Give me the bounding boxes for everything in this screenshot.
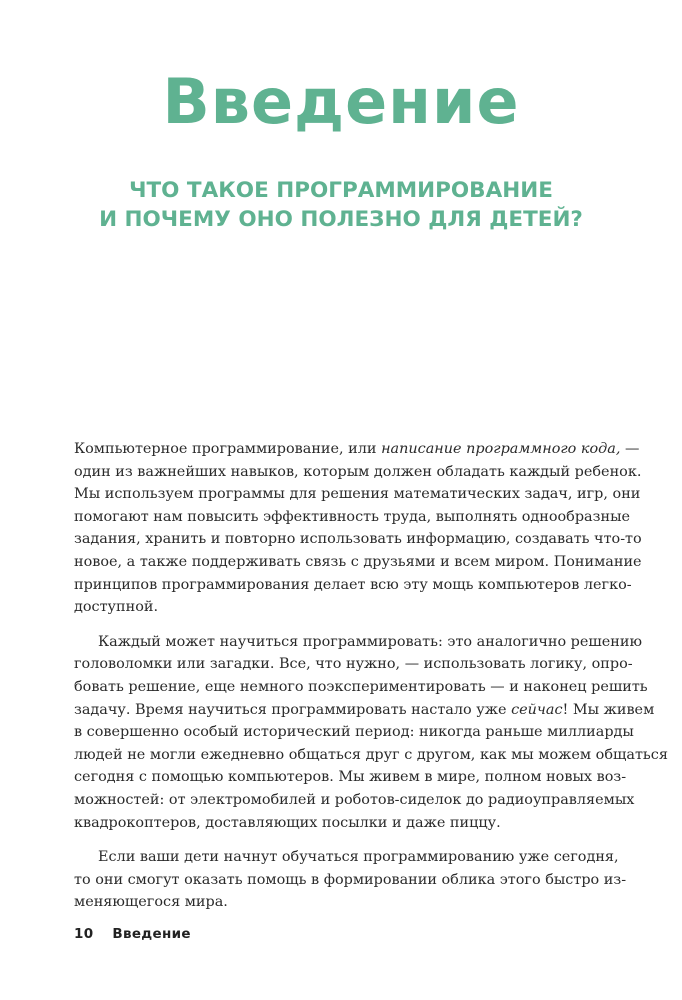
text-run: —	[620, 441, 640, 457]
italic-text-run: написание программного кода,	[381, 441, 621, 457]
text-line: квадрокоптеров, доставляющих посылки и даже пиццу.	[74, 814, 501, 831]
text-line: помогают нам повысить эффективность труда, выполнять однообразные	[74, 508, 631, 525]
paragraph-3	[74, 846, 627, 914]
text-line: один из важнейших навыков, которым должен обладать каждый ребенок.	[74, 463, 642, 480]
text-line	[74, 438, 640, 461]
text-line: принципов программирования делает всю эту мощь компьютеров легко-	[74, 576, 632, 593]
text-line: можностей: от электромобилей и роботов-сиделок до радиоуправляемых	[74, 791, 635, 808]
text-line: сегодня с помощью компьютеров. Мы живем в мире, полном новых воз-	[74, 769, 627, 786]
text-line	[74, 699, 655, 722]
text-line: бовать решение, еще немного поэкспериментировать — и наконец решить	[74, 678, 648, 695]
text-line: Каждый может научиться программировать: это аналогично решению	[98, 633, 643, 650]
chapter-title: Введение	[162, 65, 520, 138]
text-line: задания, хранить и повторно использовать информацию, создавать что-то	[74, 531, 642, 548]
text-line: новое, а также поддерживать связь с друзьями и всем миром. Понимание	[74, 553, 642, 570]
text-line: Мы используем программы для решения математических задач, игр, они	[74, 486, 641, 503]
italic-text-run: сейчас	[511, 701, 563, 718]
text-line: в совершенно особый исторический период: никогда раньше миллиарды	[74, 724, 634, 741]
text-line: то они смогут оказать помощь в формировании облика этого быстро из-	[74, 871, 627, 888]
subtitle-line-1: ЧТО ТАКОЕ ПРОГРАММИРОВАНИЕ	[129, 178, 553, 203]
paragraph-1	[74, 438, 642, 619]
text-run: Компьютерное программирование, или	[74, 441, 382, 457]
text-line: людей не могли ежедневно общаться друг с другом, как мы можем общаться	[74, 746, 668, 763]
text-line: доступной.	[74, 599, 159, 616]
text-line: меняющегося мира.	[74, 894, 228, 911]
body-text	[74, 438, 668, 914]
running-head: Введение	[112, 926, 191, 942]
text-line: Если ваши дети начнут обучаться программированию уже сегодня,	[98, 849, 619, 866]
chapter-subtitle	[40, 176, 642, 234]
paragraph-2	[74, 631, 668, 834]
text-line: головоломки или загадки. Все, что нужно, — использовать логику, опро-	[74, 656, 633, 673]
page-number: 10	[74, 926, 94, 942]
text-run: задачу. Время научиться программировать настало уже	[74, 701, 512, 718]
subtitle-line-2: И ПОЧЕМУ ОНО ПОЛЕЗНО ДЛЯ ДЕТЕЙ?	[99, 207, 583, 232]
page-footer	[74, 926, 191, 942]
text-run: ! Мы живем	[562, 701, 655, 718]
